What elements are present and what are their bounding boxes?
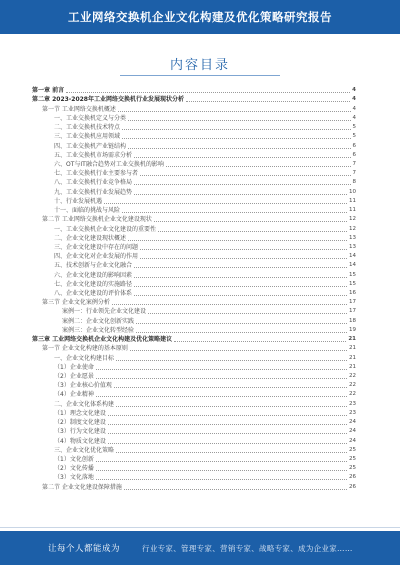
toc-entry[interactable] [32, 482, 356, 491]
toc-entry-label: 三、工业交换机应用领域 [54, 133, 121, 141]
toc-entry-label: 一、企业文化构建目标 [54, 354, 115, 362]
toc-leader-dots [158, 231, 347, 232]
toc-entry-page: 14 [349, 262, 356, 269]
toc-entry-label: 三、企业文化建设中存在的问题 [54, 243, 139, 251]
toc-entry-page: 13 [349, 243, 356, 250]
toc-entry[interactable] [32, 104, 356, 113]
toc-entry-label: （4）企业精神 [54, 391, 94, 399]
toc-leader-dots [96, 378, 347, 379]
title-divider [120, 75, 280, 76]
toc-entry-page: 17 [349, 308, 356, 315]
toc-entry[interactable] [32, 123, 356, 132]
toc-entry[interactable] [32, 335, 356, 344]
toc-entry[interactable] [32, 141, 356, 150]
toc-entry-page: 21 [348, 336, 356, 343]
toc-leader-dots [96, 369, 347, 370]
toc-entry[interactable] [32, 270, 356, 279]
toc-entry-page: 12 [349, 225, 356, 232]
toc-entry[interactable] [32, 316, 356, 325]
toc-entry[interactable] [32, 95, 356, 104]
toc-entry-label: 第二节 工业网络交换机企业文化建设现状 [42, 216, 152, 224]
toc-entry-label: （2）文化传播 [54, 465, 94, 473]
toc-entry-page: 15 [349, 271, 356, 278]
toc-entry[interactable] [32, 473, 356, 482]
toc-entry-page: 17 [349, 299, 356, 306]
toc-entry-label: 二、企业文化建设现状概述 [54, 234, 127, 242]
toc-leader-dots [96, 396, 347, 397]
toc-entry-page: 14 [349, 253, 356, 260]
toc-entry[interactable] [32, 197, 356, 206]
toc-entry-page: 22 [349, 391, 356, 398]
toc-entry[interactable] [32, 280, 356, 289]
toc-entry[interactable] [32, 160, 356, 169]
toc-entry[interactable] [32, 289, 356, 298]
toc-entry-page: 12 [349, 216, 356, 223]
toc-entry[interactable] [32, 353, 356, 362]
toc-leader-dots [140, 249, 347, 250]
toc-leader-dots [134, 184, 350, 185]
toc-entry-page: 15 [349, 280, 356, 287]
toc-entry-page: 4 [352, 105, 356, 112]
toc-entry-page: 11 [349, 207, 356, 214]
toc-leader-dots [128, 148, 350, 149]
toc-entry-page: 24 [349, 428, 356, 435]
toc-entry-label: （2）企业愿景 [54, 373, 94, 380]
toc-leader-dots [104, 203, 347, 204]
toc-leader-dots [122, 212, 347, 213]
toc-entry-label: （3）行为文化建设 [54, 428, 106, 436]
toc-entry-label: 七、工业交换机行业主要参与者 [54, 170, 139, 178]
toc-entry-label: 二、工业交换机技术特点 [54, 124, 121, 132]
toc-entry[interactable] [32, 390, 356, 399]
toc-entry-page: 22 [349, 373, 356, 379]
toc-entry-label: （3）文化落地 [54, 474, 94, 482]
report-header [0, 0, 400, 34]
toc-entry-label: 三、企业文化优化策略 [54, 446, 115, 454]
toc-entry-page: 21 [349, 345, 356, 352]
toc-entry-page: 5 [352, 124, 356, 131]
toc-entry[interactable] [32, 261, 356, 270]
toc-entry-page: 19 [349, 326, 356, 333]
toc-entry-page: 5 [352, 133, 356, 140]
toc-leader-dots [96, 461, 347, 462]
toc-entry-page: 23 [349, 400, 356, 407]
toc-entry-page: 6 [352, 142, 356, 149]
toc-entry-label: 四、工业交换机产业链结构 [54, 142, 127, 150]
toc-entry-page: 4 [352, 87, 356, 94]
toc-leader-dots [108, 424, 347, 425]
toc-leader-dots [134, 157, 350, 158]
toc-leader-dots [174, 341, 346, 342]
toc-entry-label: 九、工业交换机行业发展趋势 [54, 188, 133, 196]
toc-entry[interactable] [32, 206, 356, 215]
toc-leader-dots [66, 92, 350, 93]
toc-entry-page: 26 [349, 474, 356, 481]
toc-leader-dots [96, 470, 347, 471]
toc-title: 内容目录 [169, 58, 230, 73]
toc-entry-page: 4 [352, 114, 356, 121]
toc-entry[interactable] [32, 243, 356, 252]
toc-entry-label: 第一节 工业网络交换机概述 [42, 105, 116, 113]
report-footer [0, 531, 400, 565]
toc-entry[interactable] [32, 224, 356, 233]
toc-entry-label: 第三章 工业网络交换机企业文化构建及优化策略建议 [32, 336, 173, 344]
toc-entry-label: 五、技术创新与企业文化融合 [54, 262, 133, 270]
toc-leader-dots [122, 138, 350, 139]
toc-leader-dots [134, 277, 347, 278]
toc-leader-dots [130, 350, 347, 351]
toc-entry[interactable] [32, 86, 356, 95]
toc-entry-label: 十一、面临的挑战与风险 [54, 207, 121, 215]
toc-entry-page: 6 [352, 151, 356, 158]
toc-entry[interactable] [32, 372, 356, 381]
toc-entry[interactable] [32, 151, 356, 160]
toc-leader-dots [134, 286, 347, 287]
toc-entry[interactable] [32, 418, 356, 427]
toc-leader-dots [96, 479, 347, 480]
toc-leader-dots [166, 166, 351, 167]
toc-leader-dots [134, 194, 347, 195]
toc-entry-page: 25 [349, 455, 356, 462]
toc-entry-label: 一、工业交换机定义与分类 [54, 114, 127, 122]
toc-leader-dots [124, 489, 347, 490]
toc-entry-label: 五、工业交换机市场需求分析 [54, 151, 133, 159]
toc-entry[interactable] [32, 234, 356, 243]
toc-leader-dots [108, 415, 347, 416]
toc-leader-dots [122, 129, 350, 130]
toc-entry[interactable] [32, 436, 356, 445]
toc-entry-label: 四、企业文化对企业发展的作用 [54, 253, 139, 261]
toc-entry[interactable] [32, 178, 356, 187]
report-title: 工业网络交换机企业文化构建及优化策略研究报告 [68, 10, 332, 24]
toc-entry-label: 六、企业文化建设的影响因素 [54, 271, 133, 279]
table-of-contents [32, 86, 356, 492]
footer-divider [0, 527, 400, 528]
toc-entry-label: 第一节 企业文化构建的基本原则 [42, 345, 128, 353]
toc-entry-page: 26 [349, 483, 356, 490]
toc-entry-page: 24 [349, 419, 356, 426]
toc-leader-dots [128, 240, 347, 241]
toc-entry[interactable] [32, 215, 356, 224]
toc-entry[interactable] [32, 307, 356, 316]
toc-leader-dots [136, 323, 347, 324]
toc-leader-dots [134, 267, 347, 268]
toc-entry[interactable] [32, 464, 356, 473]
toc-entry-label: 案例三：企业文化转型经验 [62, 326, 135, 334]
toc-entry-label: 第一章 前言 [32, 87, 65, 95]
toc-entry[interactable] [32, 344, 356, 353]
toc-leader-dots [140, 258, 347, 259]
toc-leader-dots [136, 332, 347, 333]
toc-leader-dots [118, 111, 351, 112]
footer-tagline: 行业专家、管理专家、营销专家、战略专家、成为企业家…… [142, 543, 353, 553]
toc-entry-label: 案例二：企业文化创新实践 [62, 317, 135, 325]
toc-entry-page: 21 [349, 354, 356, 361]
toc-leader-dots [112, 304, 347, 305]
toc-entry-label: 二、企业文化体系构建 [54, 400, 115, 408]
toc-entry-page: 25 [349, 465, 356, 472]
toc-leader-dots [108, 433, 347, 434]
toc-entry-page: 7 [352, 160, 356, 167]
toc-entry-page: 11 [349, 197, 356, 204]
toc-entry[interactable] [32, 455, 356, 464]
toc-entry-page: 16 [349, 290, 356, 297]
toc-leader-dots [116, 406, 347, 407]
toc-entry-label: 十、行业发展机遇 [54, 197, 103, 205]
toc-entry-label: 第二节 企业文化建设保障措施 [42, 483, 122, 491]
toc-entry-page: 18 [349, 317, 356, 324]
toc-entry-label: 案例一：行业领先企业文化建设 [62, 308, 147, 316]
toc-entry-label: 六、OT与IT融合趋势对工业交换机的影响 [54, 160, 164, 168]
toc-entry-page: 24 [349, 437, 356, 444]
toc-entry-page: 23 [349, 409, 356, 416]
toc-leader-dots [148, 313, 347, 314]
toc-entry[interactable] [32, 363, 356, 372]
toc-entry-label: 八、企业文化建设的评价体系 [54, 290, 133, 298]
toc-leader-dots [186, 101, 350, 102]
toc-leader-dots [128, 120, 350, 121]
toc-leader-dots [154, 221, 347, 222]
toc-entry[interactable] [32, 399, 356, 408]
toc-entry-page: 13 [349, 234, 356, 241]
toc-leader-dots [116, 360, 347, 361]
toc-entry-label: 七、企业文化建设的实施路径 [54, 280, 133, 288]
toc-entry-page: 8 [352, 179, 356, 186]
toc-entry[interactable] [32, 298, 356, 307]
toc-entry[interactable] [32, 427, 356, 436]
toc-entry[interactable] [32, 409, 356, 418]
toc-leader-dots [114, 387, 347, 388]
toc-entry-label: （3）企业核心价值观 [54, 382, 112, 390]
toc-entry[interactable] [32, 381, 356, 390]
toc-entry[interactable] [32, 114, 356, 123]
toc-entry-page: 22 [349, 382, 356, 389]
footer-slogan: 让每个人都能成为 [48, 544, 121, 554]
toc-entry[interactable] [32, 132, 356, 141]
toc-entry[interactable] [32, 169, 356, 178]
toc-entry[interactable] [32, 252, 356, 261]
toc-entry[interactable] [32, 446, 356, 455]
toc-entry-label: （1）理念文化建设 [54, 409, 106, 417]
toc-entry[interactable] [32, 187, 356, 196]
toc-entry-page: 25 [349, 446, 356, 453]
toc-entry-label: 第二章 2023-2028年工业网络交换机行业发展现状分析 [32, 96, 184, 104]
toc-entry-label: 第三节 企业文化案例分析 [42, 299, 110, 307]
toc-entry-page: 10 [349, 188, 356, 195]
toc-entry-label: （4）物质文化建设 [54, 437, 106, 445]
toc-leader-dots [140, 175, 350, 176]
toc-entry-label: 八、工业交换机行业竞争格局 [54, 179, 133, 187]
toc-leader-dots [108, 443, 347, 444]
toc-entry[interactable] [32, 326, 356, 335]
toc-entry-page: 4 [352, 96, 356, 103]
toc-entry-label: 一、工业交换机企业文化建设的重要性 [54, 225, 157, 233]
toc-entry-label: （2）制度文化建设 [54, 419, 106, 427]
toc-entry-page: 7 [352, 170, 356, 177]
toc-entry-label: （1）文化创新 [54, 455, 94, 463]
toc-leader-dots [134, 295, 347, 296]
toc-entry-page: 21 [349, 363, 356, 370]
toc-entry-label: （1）企业使命 [54, 363, 94, 371]
toc-leader-dots [116, 452, 347, 453]
